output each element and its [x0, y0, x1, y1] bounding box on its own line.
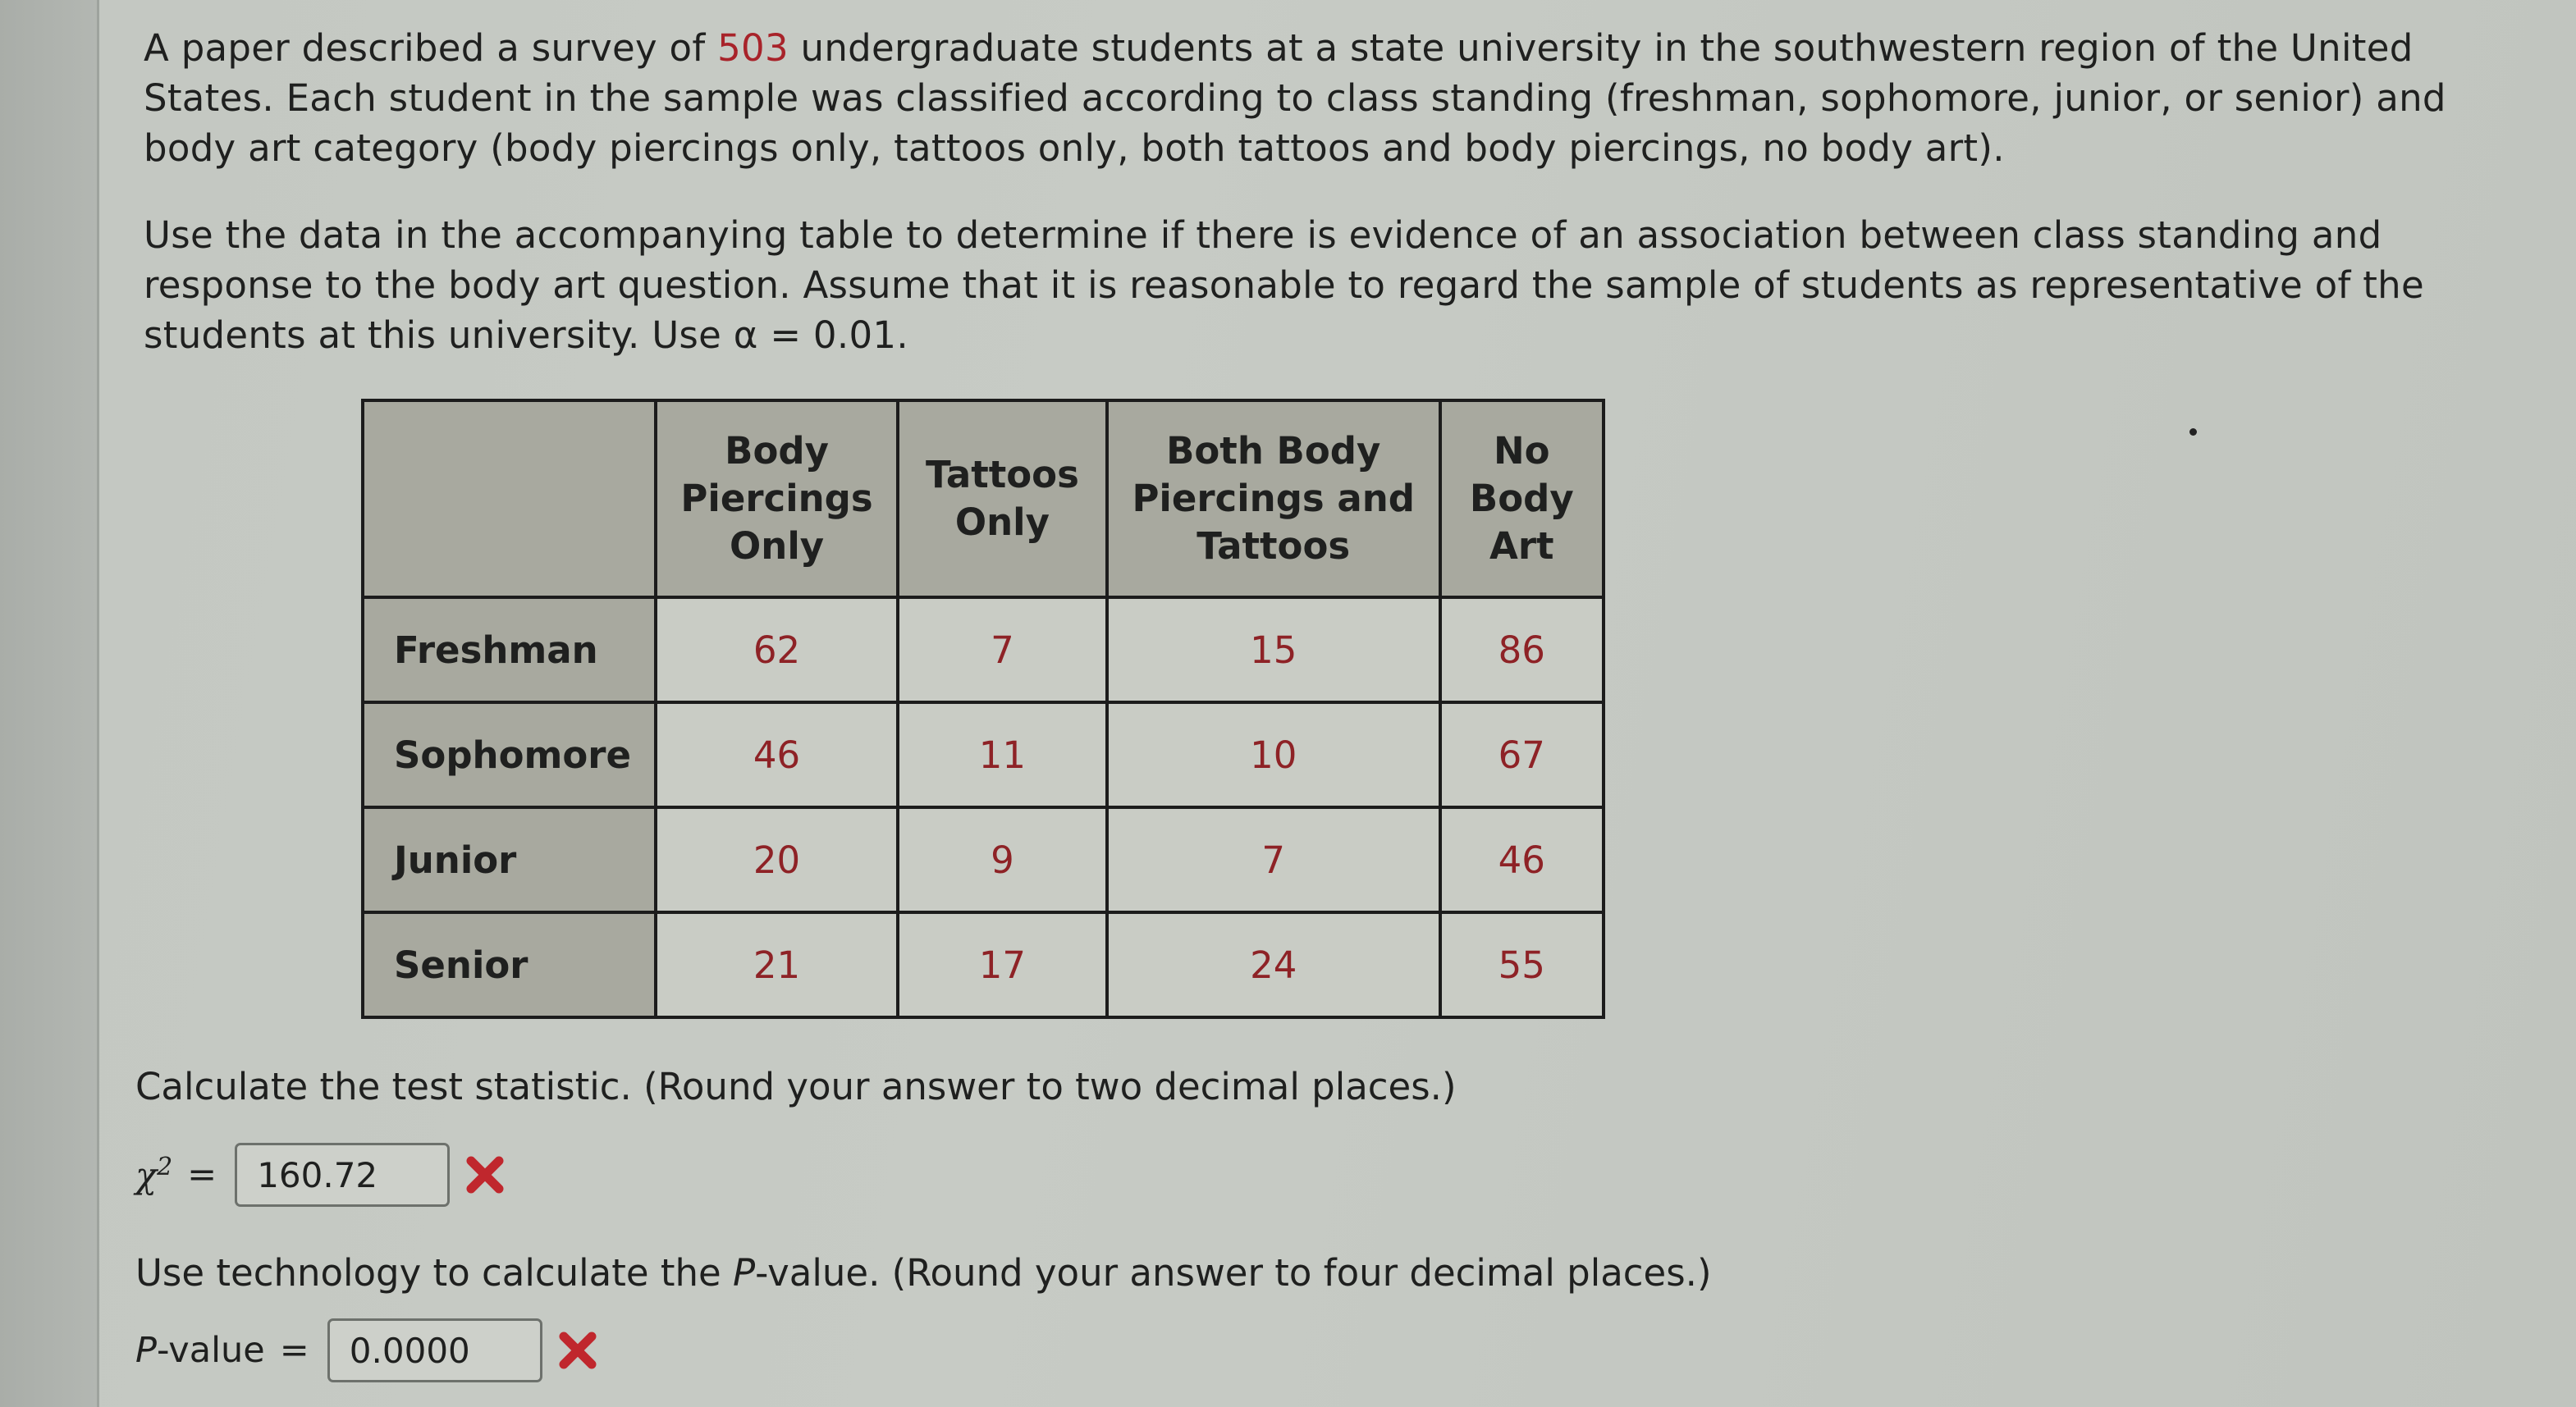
header-tattoos-only [898, 400, 1107, 597]
table-corner-cell [363, 400, 656, 597]
table-cell: 46 [656, 702, 898, 807]
table-cell: 55 [1440, 912, 1604, 1017]
header-both [1107, 400, 1440, 597]
table-cell: 67 [1440, 702, 1604, 807]
header-label: Tattoos Only [925, 453, 1079, 544]
test-statistic-value: 160.72 [257, 1154, 378, 1195]
table-header-row [363, 400, 1604, 597]
contingency-table [361, 399, 1605, 1019]
table-cell: 17 [898, 912, 1107, 1017]
table-cell: 20 [656, 807, 898, 912]
q2-p-italic: P [732, 1251, 756, 1295]
table-cell: 7 [1107, 807, 1440, 912]
stray-dot [2189, 428, 2197, 436]
p-value-input[interactable] [327, 1318, 542, 1382]
equals-sign: = [187, 1154, 217, 1195]
row-label: Sophomore [363, 702, 656, 807]
row-label: Junior [363, 807, 656, 912]
p1-text-start: A paper described a survey of [144, 26, 718, 70]
p-value-label [135, 1330, 265, 1371]
table-cell: 7 [898, 597, 1107, 702]
q2-text-start: Use technology to calculate the [135, 1251, 733, 1295]
header-label: Both Body Piercings and Tattoos [1132, 429, 1415, 568]
chi-symbol [135, 1153, 172, 1196]
table-cell: 86 [1440, 597, 1604, 702]
row-label: Freshman [363, 597, 656, 702]
table-cell: 11 [898, 702, 1107, 807]
problem-paragraph-2: Use the data in the accompanying table to determine if there is evidence of an association between class standing and response to the body art question. Assume that it is reasonable to regard the sample of students as representative of the students at this university. Use α = 0.01. [144, 213, 2424, 357]
equals-sign: = [279, 1330, 309, 1371]
p-value-label-rest: -value [156, 1330, 265, 1371]
sample-size-value: 503 [717, 26, 789, 70]
question-2-answer-row [135, 1315, 600, 1386]
table-row-junior [363, 807, 1604, 912]
table-row-freshman [363, 597, 1604, 702]
table-row-senior [363, 912, 1604, 1017]
question-1-prompt: Calculate the test statistic. (Round your answer to two decimal places.) [135, 1065, 1457, 1108]
header-no-body-art [1440, 400, 1604, 597]
table-cell: 21 [656, 912, 898, 1017]
left-margin-strip [0, 0, 99, 1407]
table-row-sophomore [363, 702, 1604, 807]
table-cell: 24 [1107, 912, 1440, 1017]
incorrect-x-icon [556, 1328, 600, 1373]
table-cell: 62 [656, 597, 898, 702]
chi-exponent: 2 [157, 1153, 173, 1182]
question-1-answer-row [135, 1140, 507, 1210]
test-statistic-input[interactable] [235, 1143, 450, 1207]
table-cell: 15 [1107, 597, 1440, 702]
table-cell: 46 [1440, 807, 1604, 912]
header-label: No Body Art [1469, 429, 1574, 568]
q2-text-end: -value. (Round your answer to four decimal places.) [755, 1251, 1712, 1295]
row-label: Senior [363, 912, 656, 1017]
header-body-piercings-only [656, 400, 898, 597]
header-label: Body Piercings Only [680, 429, 873, 568]
table-cell: 10 [1107, 702, 1440, 807]
chi-letter: χ [135, 1155, 158, 1197]
table-cell: 9 [898, 807, 1107, 912]
incorrect-x-icon [463, 1153, 507, 1197]
question-2-prompt [135, 1249, 1712, 1298]
p1-text-end: undergraduate students at a state university in the southwestern region of the United States. Each student in the sample was classified according to class standing (freshman, sophomore, junior, or senior) and body art category (body piercings only, tattoos only, both tattoos and body piercings, no body art). [144, 26, 2446, 170]
problem-paragraph-1 [144, 23, 2540, 173]
p-value-label-italic: P [135, 1330, 157, 1371]
p-value-value: 0.0000 [349, 1330, 470, 1371]
